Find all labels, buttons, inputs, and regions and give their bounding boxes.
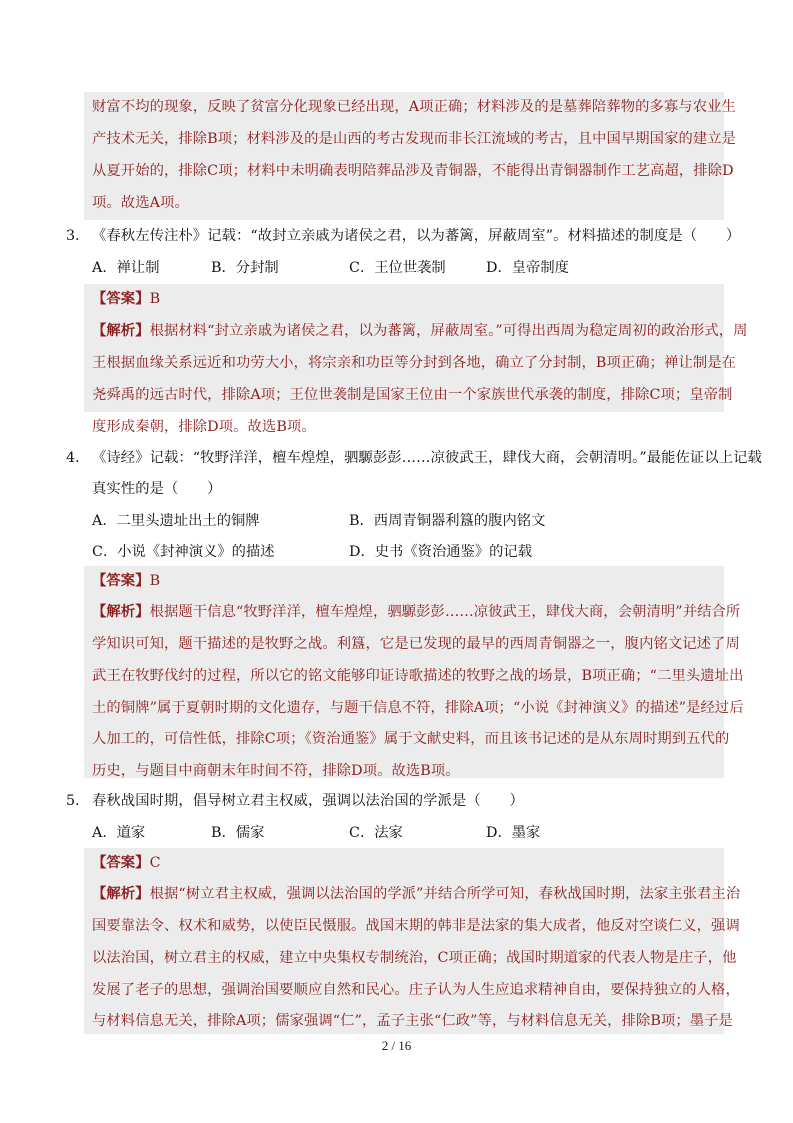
answer-value: C — [149, 855, 161, 871]
answer-tag: 【答案】 — [92, 573, 150, 589]
answer-value: B — [149, 573, 161, 589]
question-4-option-c: C．小说《封神演义》的描述 — [92, 544, 275, 560]
question-3-analysis-line-2: 王根据血缘关系远近和功劳大小，将宗亲和功臣等分封到各地，确立了分封制，B项正确；禅让制是在 — [92, 355, 737, 371]
analysis-text: 根据“树立君主权威，强调以法治国的学派”并结合所学可知，春秋战国时期，法家主张君主治 — [149, 886, 741, 902]
question-3-analysis-line-1 — [92, 320, 748, 342]
question-5-number: 5． — [66, 793, 90, 809]
question-4-option-a: A．二里头遗址出土的铜牌 — [92, 513, 260, 529]
question-4-option-d: D．史书《资治通鉴》的记载 — [349, 544, 533, 560]
question-5-option-a: A．道家 — [92, 825, 146, 841]
question-4-analysis-line-6: 历史，与题目中商朝末年时间不符，排除D项。故选B项。 — [92, 763, 460, 779]
question-5-option-b: B．儒家 — [211, 825, 265, 841]
question-5-analysis-line-2: 国要靠法令、权术和威势，以使臣民慑服。战国末期的韩非是法家的集大成者，他反对空谈仁义，强调 — [92, 918, 740, 934]
answer-value: B — [149, 291, 161, 307]
continuation-line-1: 财富不均的现象，反映了贫富分化现象已经出现，A项正确；材料涉及的是墓葬陪葬物的多寡与农业生 — [92, 99, 736, 115]
question-3-stem: 《春秋左传注朴》记载：“故封立亲戚为诸侯之君，以为蕃篱，屏蔽周室”。材料描述的制度是（ ） — [92, 228, 741, 244]
analysis-tag: 【解析】 — [92, 323, 150, 339]
question-4-option-b: B．西周青铜器利簋的腹内铭文 — [349, 513, 546, 529]
question-5-analysis-line-1 — [92, 883, 740, 905]
continuation-line-4: 项。故选A项。 — [92, 195, 189, 211]
question-4-answer — [92, 570, 160, 592]
question-5-answer — [92, 852, 161, 874]
question-5-option-c: C．法家 — [349, 825, 403, 841]
question-5-analysis-line-5: 与材料信息无关，排除A项；儒家强调“仁”，孟子主张“仁政”等，与材料信息无关，排除B项；墨子是 — [92, 1013, 733, 1029]
question-4-analysis-line-1 — [92, 601, 740, 623]
analysis-tag: 【解析】 — [92, 886, 150, 902]
question-5-option-d: D．墨家 — [486, 825, 541, 841]
answer-tag: 【答案】 — [92, 291, 150, 307]
question-3-analysis-line-3: 尧舜禹的远古时代，排除A项；王位世袭制是国家王位由一个家族世代承袭的制度，排除C项；皇帝制 — [92, 387, 733, 403]
question-5-analysis-line-4: 发展了老子的思想，强调治国要顺应自然和民心。庄子认为人生应追求精神自由，要保持独立的人格， — [92, 982, 740, 998]
question-3-answer — [92, 288, 160, 310]
question-4-analysis-line-2: 学知识可知，题干描述的是牧野之战。利簋，它是已发现的最早的西周青铜器之一，腹内铭文记述了周 — [92, 636, 740, 652]
question-3-number: 3． — [66, 228, 90, 244]
question-4-stem-line-1: 《诗经》记载：“牧野洋洋，檀车煌煌，驷騵彭彭……凉彼武王，肆伐大商，会朝清明。”最能佐证以上记载 — [92, 450, 762, 466]
answer-tag: 【答案】 — [92, 855, 150, 871]
question-4-analysis-line-5: 人加工的，可信性低，排除C项；《资治通鉴》属于文献史料，而且该书记述的是从东周时期到五代的 — [92, 731, 730, 747]
analysis-text: 根据材料“封立亲戚为诸侯之君，以为蕃篱，屏蔽周室。”可得出西周为稳定周初的政治形式，周 — [149, 323, 748, 339]
question-4-analysis-line-4: 土的铜牌”属于夏朝时期的文化遗存，与题干信息不符，排除A项；“小说《封神演义》的描述”是经过后 — [92, 700, 744, 716]
question-3-analysis-line-4: 度形成秦朝，排除D项。故选B项。 — [92, 419, 316, 435]
analysis-text: 根据题干信息“牧野洋洋，檀车煌煌，驷騵彭彭……凉彼武王，肆伐大商，会朝清明”并结合所 — [149, 604, 741, 620]
question-5-analysis-line-3: 以法治国，树立君主的权威，建立中央集权专制统治，C项正确；战国时期道家的代表人物是庄子，他 — [92, 950, 737, 966]
question-3-option-a: A．禅让制 — [92, 260, 160, 276]
question-3-option-b: B．分封制 — [211, 260, 279, 276]
page-number: 2 / 16 — [381, 1038, 412, 1053]
question-4-number: 4． — [66, 450, 90, 466]
question-3-option-d: D．皇帝制度 — [486, 260, 569, 276]
question-4-stem-line-2: 真实性的是（ ） — [92, 481, 222, 497]
question-5-stem: 春秋战国时期，倡导树立君主权威，强调以法治国的学派是（ ） — [92, 793, 524, 809]
continuation-line-2: 产技术无关，排除B项；材料涉及的是山西的考古发现而非长江流域的考古，且中国早期国家的建立是 — [92, 131, 737, 147]
answer-shade-q5 — [84, 848, 724, 1034]
continuation-line-3: 从夏开始的，排除C项；材料中未明确表明陪葬品涉及青铜器，不能得出青铜器制作工艺高超，排除D — [92, 163, 734, 179]
analysis-tag: 【解析】 — [92, 604, 150, 620]
question-3-option-c: C．王位世袭制 — [349, 260, 446, 276]
question-4-analysis-line-3: 武王在牧野伐纣的过程，所以它的铭文能够印证诗歌描述的牧野之战的场景，B项正确；“二里头遗址出 — [92, 668, 744, 684]
